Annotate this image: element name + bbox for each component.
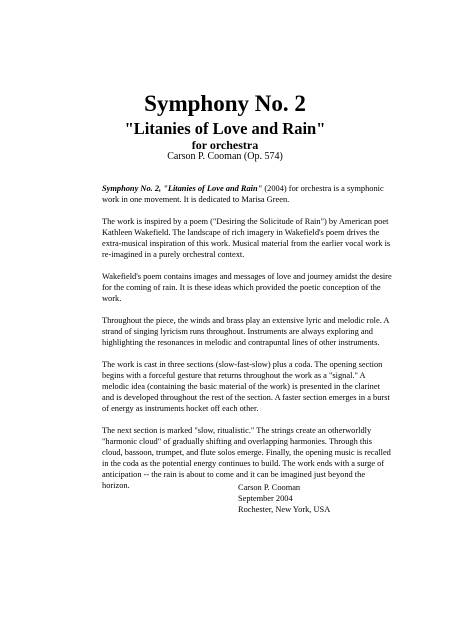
instrumentation-line: for orchestra [191,138,259,152]
paragraph-1 [102,183,394,205]
program-note-body [102,183,394,502]
paragraph-5: The work is cast in three sections (slow-fast-slow) plus a coda. The opening section begins with a forceful gesture that returns throughout the work as a "signal." A melodic idea (containing the basic material of the work) is presented in the clarinet and is developed throughout the rest of the section. A faster section emerges in a burst of energy as instruments hocket off each other. [102,360,390,413]
composer-line: Carson P. Cooman (Op. 574) [167,151,283,162]
page-title: Symphony No. 2 [144,91,306,116]
paragraph-text: (2004) for orchestra is a symphonic work in one movement. It is dedicated to Marisa Green. [102,184,384,204]
signature-place: Rochester, New York, USA [238,505,331,514]
page-subtitle: "Litanies of Love and Rain" [124,119,326,138]
work-title-lead: Symphony No. 2, "Litanies of Love and Rain" [102,184,263,193]
signature-date: September 2004 [238,494,293,503]
paragraph-3: Wakefield's poem contains images and messages of love and journey amidst the desire for the coming of rain. It is these ideas which provided the poetic conception of the work. [102,272,392,303]
paragraph-4: Throughout the piece, the winds and brass play an extensive lyric and melodic role. A strand of singing lyricism runs throughout. Instruments are always exploring and highlighting the resonances in melodic and contrapuntal lines of other instruments. [102,316,389,347]
paragraph-2: The work is inspired by a poem ("Desiring the Solicitude of Rain") by American poet Kathleen Wakefield. The landscape of rich imagery in Wakefield's poem drives the extra-musical inspiration of this work. Musical material from the earlier vocal work is re-imagined in a purely orchestral context. [102,217,391,259]
paragraph-6: The next section is marked "slow, ritualistic." The strings create an otherworldly "harmonic cloud" of gradually shifting and overlapping harmonies. Through this cloud, bassoon, trumpet, and flute solos emerge. Finally, the opening music is recalled in the coda as the potential energy continues to build. The work ends with a surge of anticipation -- the rain is about to come and it can be imagined just beyond the horizon. [102,426,391,490]
signature-block [238,482,330,515]
signature-name: Carson P. Cooman [238,483,301,492]
